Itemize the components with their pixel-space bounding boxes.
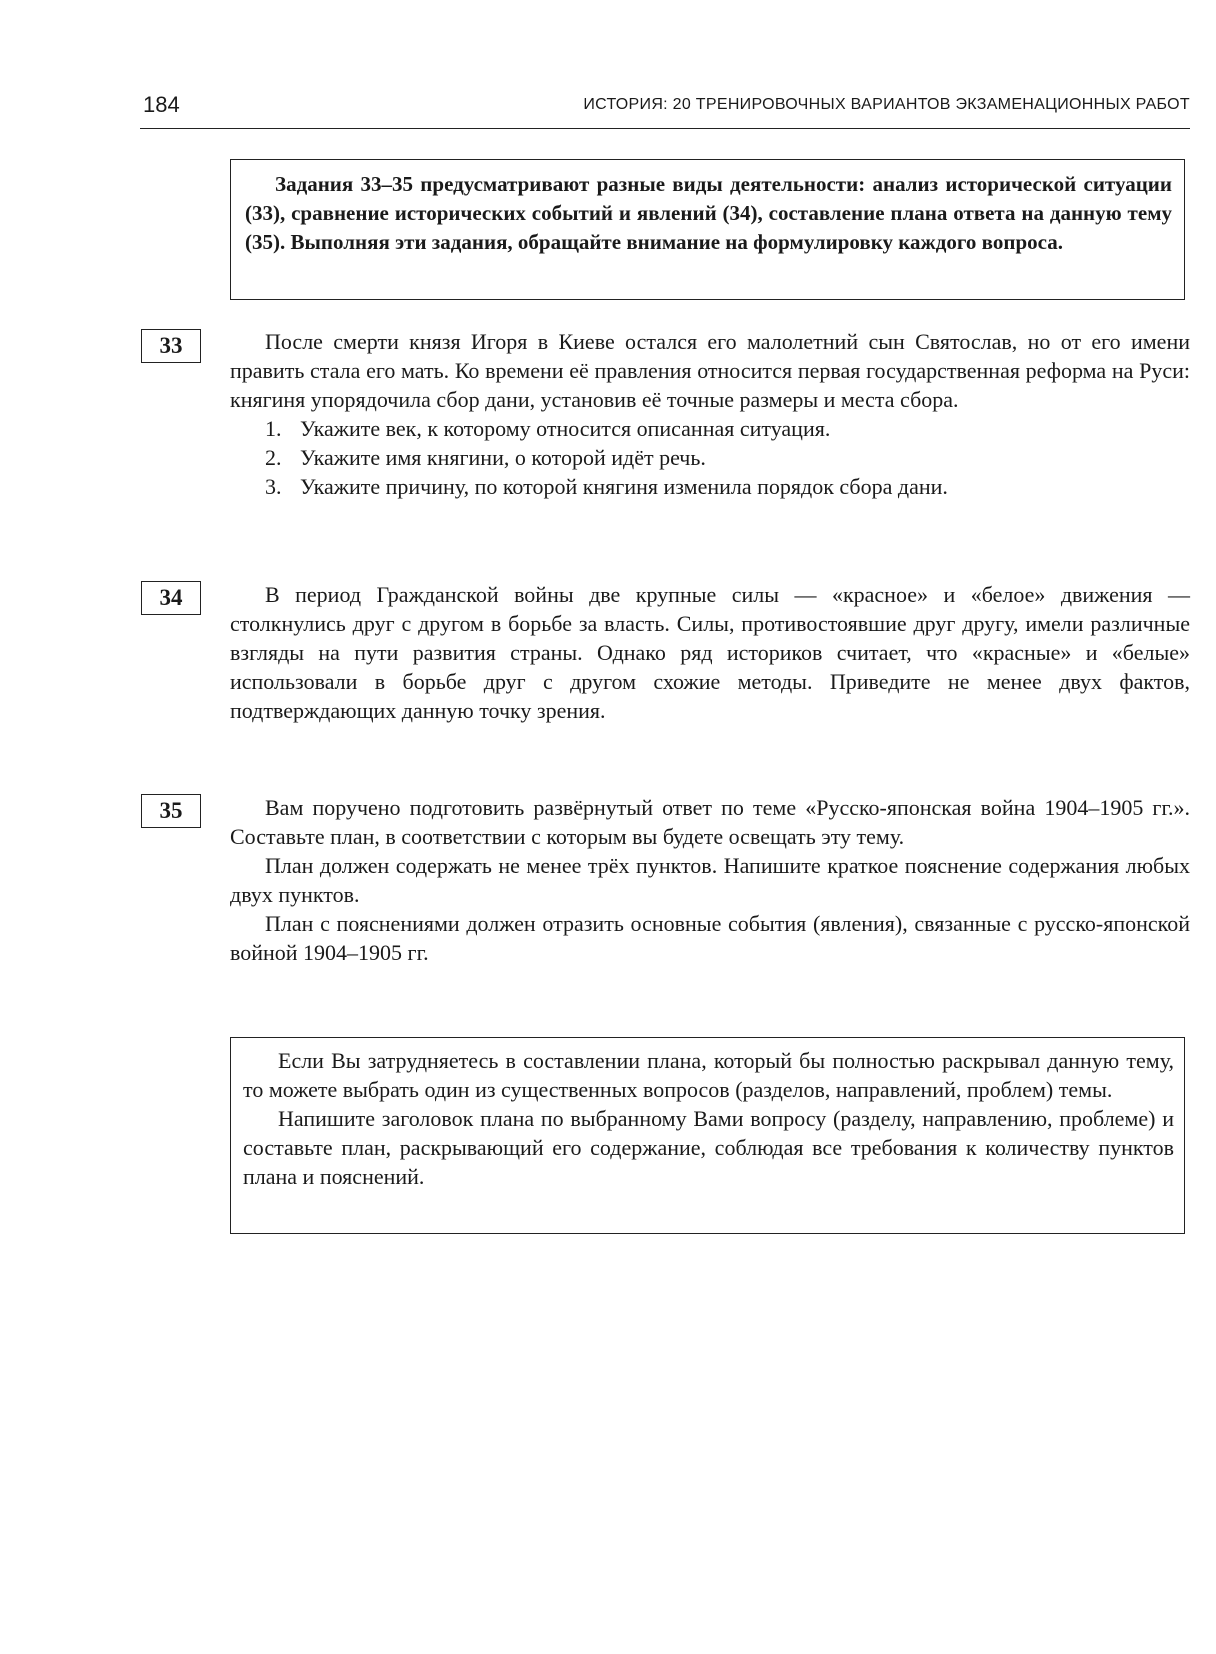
task-33-text [230, 327, 1190, 501]
note-paragraph-2: Напишите заголовок плана по выбранному Вами вопросу (разделу, направлению, проблеме) и составьте план, раскрывающий его содержание, соблюдая все требования к количеству пунктов плана и пояснений. [243, 1106, 1174, 1189]
list-item: 1. Укажите век, к которому относится описанная ситуация. [265, 416, 831, 441]
intro-text: Задания 33–35 предусматривают разные виды деятельности: анализ исторической ситуации (33), сравнение исторических событий и явлений (34), составление плана ответа на данную тему (35). Выполняя эти задания, обращайте внимание на формулировку каждого вопроса. [245, 172, 1172, 254]
note-paragraph-1: Если Вы затрудняетесь в составлении плана, который бы полностью раскрывал данную тему, то можете выбрать один из существенных вопросов (разделов, направлений, проблем) темы. [243, 1048, 1174, 1102]
page-header [140, 92, 1190, 129]
task-35-paragraph-2: План должен содержать не менее трёх пунктов. Напишите краткое пояснение содержания любых двух пунктов. [230, 853, 1190, 907]
task-33-list [230, 414, 1190, 501]
task-35-paragraph-3: План с пояснениями должен отразить основные события (явления), связанные с русско-японской войной 1904–1905 гг. [230, 911, 1190, 965]
page-number: 184 [143, 92, 180, 117]
note-box [230, 1037, 1185, 1234]
task-33-paragraph: После смерти князя Игоря в Киеве остался его малолетний сын Святослав, но от его имени править стала его мать. Ко времени её правления относится первая государственная реформа на Руси: княгиня упорядочила сбор дани, установив её точные размеры и места сбора. [230, 329, 1190, 412]
list-item: 3. Укажите причину, по которой княгиня изменила порядок сбора дани. [265, 474, 948, 499]
intro-box [230, 159, 1185, 300]
list-item: 2. Укажите имя княгини, о которой идёт речь. [265, 445, 706, 470]
task-35-text [230, 793, 1190, 967]
task-number-35: 35 [141, 794, 201, 828]
running-title: ИСТОРИЯ: 20 ТРЕНИРОВОЧНЫХ ВАРИАНТОВ ЭКЗАМЕНАЦИОННЫХ РАБОТ [583, 96, 1190, 113]
task-34-paragraph: В период Гражданской войны две крупные силы — «красное» и «белое» движения — столкнулись друг с другом в борьбе за власть. Силы, противостоявшие друг другу, имели различные взгляды на пути развития страны. Однако ряд историков считает, что «красные» и «белые» использовали в борьбе друг с другом схожие методы. Приведите не менее двух фактов, подтверждающих данную точку зрения. [230, 582, 1190, 723]
task-35-paragraph-1: Вам поручено подготовить развёрнутый ответ по теме «Русско-японская война 1904–1905 гг.». Составьте план, в соответствии с которым вы будете освещать эту тему. [230, 795, 1190, 849]
task-number-34: 34 [141, 581, 201, 615]
task-34-text [230, 580, 1190, 725]
task-number-33: 33 [141, 329, 201, 363]
